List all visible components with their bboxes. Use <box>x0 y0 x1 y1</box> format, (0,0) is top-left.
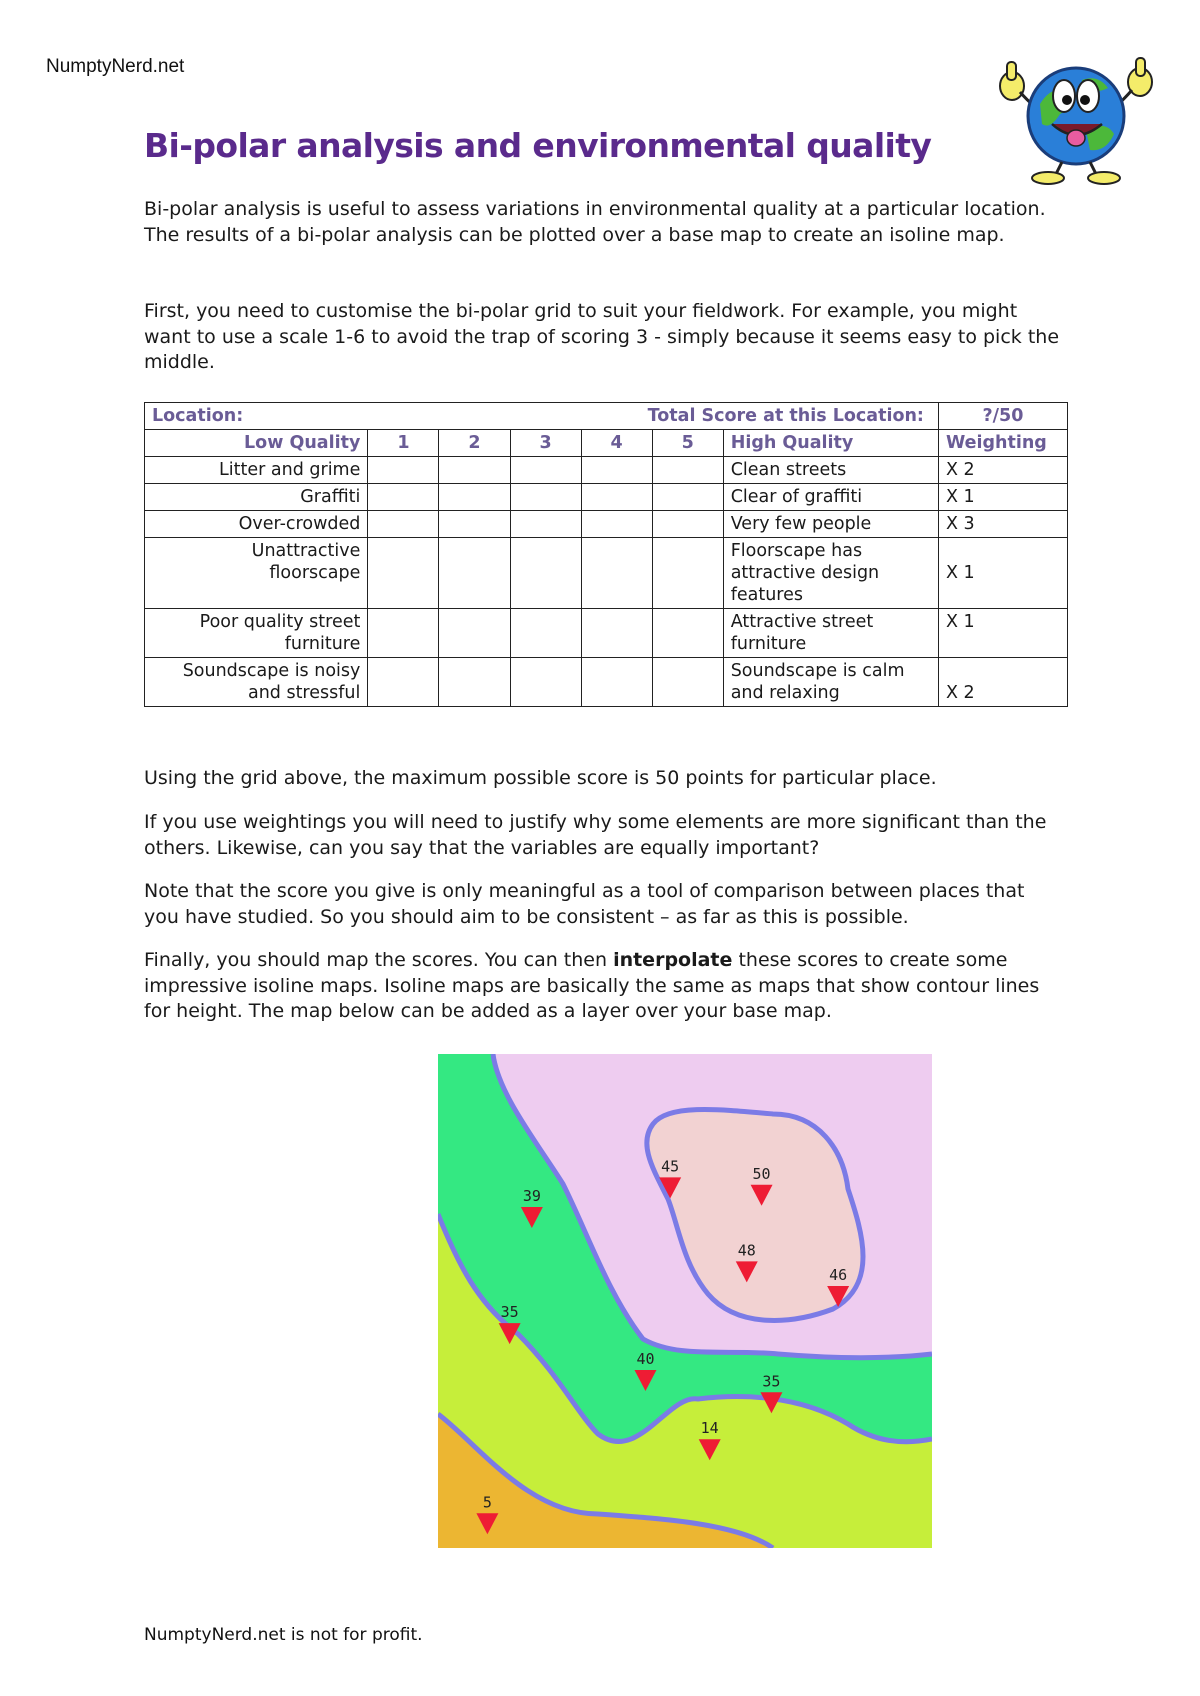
scale-header-3: 3 <box>510 430 581 457</box>
low-quality-cell: Litter and grime <box>145 457 368 484</box>
table-row <box>145 484 1068 511</box>
high-quality-cell: Soundscape is calm and relaxing <box>723 658 938 707</box>
score-cell[interactable] <box>652 538 723 609</box>
low-quality-cell: Poor quality street furniture <box>145 609 368 658</box>
survey-point-label: 35 <box>762 1372 781 1391</box>
page-title: Bi-polar analysis and environmental quality <box>144 126 932 165</box>
weighting-cell: X 3 <box>938 511 1067 538</box>
high-quality-header: High Quality <box>723 430 938 457</box>
p6-text-start: Finally, you should map the scores. You can then <box>144 949 614 971</box>
location-label: Location: <box>152 406 244 426</box>
location-cell[interactable] <box>145 403 939 430</box>
high-quality-cell: Very few people <box>723 511 938 538</box>
weighting-cell: X 1 <box>938 538 1067 609</box>
scale-header-2: 2 <box>439 430 510 457</box>
grid-header-row <box>145 430 1068 457</box>
low-quality-cell: Unattractive floorscape <box>145 538 368 609</box>
survey-point-label: 46 <box>829 1266 848 1285</box>
footer-note: NumptyNerd.net is not for profit. <box>144 1625 423 1645</box>
survey-point-label: 39 <box>522 1187 541 1206</box>
score-cell[interactable] <box>439 484 510 511</box>
table-row <box>145 609 1068 658</box>
weighting-header: Weighting <box>938 430 1067 457</box>
scale-header-1: 1 <box>368 430 439 457</box>
total-score-value: ?/50 <box>938 403 1067 430</box>
body-paragraph-3: Using the grid above, the maximum possible score is 50 points for particular place. <box>144 767 937 789</box>
score-cell[interactable] <box>368 484 439 511</box>
table-row <box>145 658 1068 707</box>
score-cell[interactable] <box>581 609 652 658</box>
weighting-cell: X 1 <box>938 484 1067 511</box>
score-cell[interactable] <box>439 511 510 538</box>
high-quality-cell: Floorscape has attractive design features <box>723 538 938 609</box>
score-cell[interactable] <box>368 511 439 538</box>
score-cell[interactable] <box>439 609 510 658</box>
survey-point-label: 35 <box>500 1303 519 1322</box>
score-cell[interactable] <box>368 457 439 484</box>
score-cell[interactable] <box>581 484 652 511</box>
scale-header-5: 5 <box>652 430 723 457</box>
score-cell[interactable] <box>439 457 510 484</box>
score-cell[interactable] <box>510 457 581 484</box>
score-cell[interactable] <box>581 538 652 609</box>
high-quality-cell: Clean streets <box>723 457 938 484</box>
score-cell[interactable] <box>510 658 581 707</box>
low-quality-cell: Over-crowded <box>145 511 368 538</box>
score-cell[interactable] <box>510 484 581 511</box>
weighting-cell: X 2 <box>938 658 1067 707</box>
score-cell[interactable] <box>368 609 439 658</box>
score-cell[interactable] <box>652 511 723 538</box>
weighting-cell: X 1 <box>938 609 1067 658</box>
score-cell[interactable] <box>581 658 652 707</box>
score-cell[interactable] <box>652 484 723 511</box>
survey-point-label: 48 <box>737 1241 756 1260</box>
high-quality-cell: Attractive street furniture <box>723 609 938 658</box>
score-cell[interactable] <box>581 511 652 538</box>
table-row <box>145 538 1068 609</box>
high-quality-cell: Clear of graffiti <box>723 484 938 511</box>
score-cell[interactable] <box>510 609 581 658</box>
isoline-map <box>438 1054 932 1548</box>
survey-point-label: 50 <box>752 1164 771 1183</box>
intro-paragraph-2: First, you need to customise the bi-polar grid to suit your fieldwork. For example, you might want to use a scale 1-6 to avoid the trap of scoring 3 - simply because it seems easy to pick the middle. <box>144 300 1060 373</box>
bipolar-grid <box>144 402 1068 707</box>
low-quality-cell: Graffiti <box>145 484 368 511</box>
interpolate-term: interpolate <box>613 949 733 971</box>
score-cell[interactable] <box>652 457 723 484</box>
survey-point-label: 45 <box>661 1157 680 1176</box>
score-cell[interactable] <box>581 457 652 484</box>
score-cell[interactable] <box>368 538 439 609</box>
score-cell[interactable] <box>652 658 723 707</box>
p6-text-end: these scores to create some impressive isoline maps. Isoline maps are basically the same as maps that show contour lines for height. The map below can be added as a layer over your base map. <box>144 949 1040 1022</box>
score-cell[interactable] <box>510 511 581 538</box>
table-row <box>145 511 1068 538</box>
body-paragraph-6 <box>144 948 1064 1025</box>
low-quality-header: Low Quality <box>145 430 368 457</box>
table-row <box>145 457 1068 484</box>
score-cell[interactable] <box>368 658 439 707</box>
score-cell[interactable] <box>439 658 510 707</box>
body-paragraph-5: Note that the score you give is only meaningful as a tool of comparison between places that you have studied. So you should aim to be consistent – as far as this is possible. <box>144 880 1025 928</box>
total-score-label: Total Score at this Location: <box>647 406 924 426</box>
survey-point-label: 40 <box>636 1350 655 1369</box>
site-header: NumptyNerd.net <box>46 56 185 77</box>
score-cell[interactable] <box>439 538 510 609</box>
grid-location-row <box>145 403 1068 430</box>
intro-paragraph-1: Bi-polar analysis is useful to assess variations in environmental quality at a particular location. The results of a bi-polar analysis can be plotted over a base map to create an isoline map. <box>144 198 1046 246</box>
survey-point-label: 14 <box>700 1419 719 1438</box>
scale-header-4: 4 <box>581 430 652 457</box>
weighting-cell: X 2 <box>938 457 1067 484</box>
globe-mascot-icon <box>990 34 1162 186</box>
body-paragraph-4: If you use weightings you will need to justify why some elements are more significant than the others. Likewise, can you say that the variables are equally important? <box>144 811 1047 859</box>
score-cell[interactable] <box>510 538 581 609</box>
score-cell[interactable] <box>652 609 723 658</box>
low-quality-cell: Soundscape is noisy and stressful <box>145 658 368 707</box>
survey-point-label: 5 <box>482 1493 492 1512</box>
